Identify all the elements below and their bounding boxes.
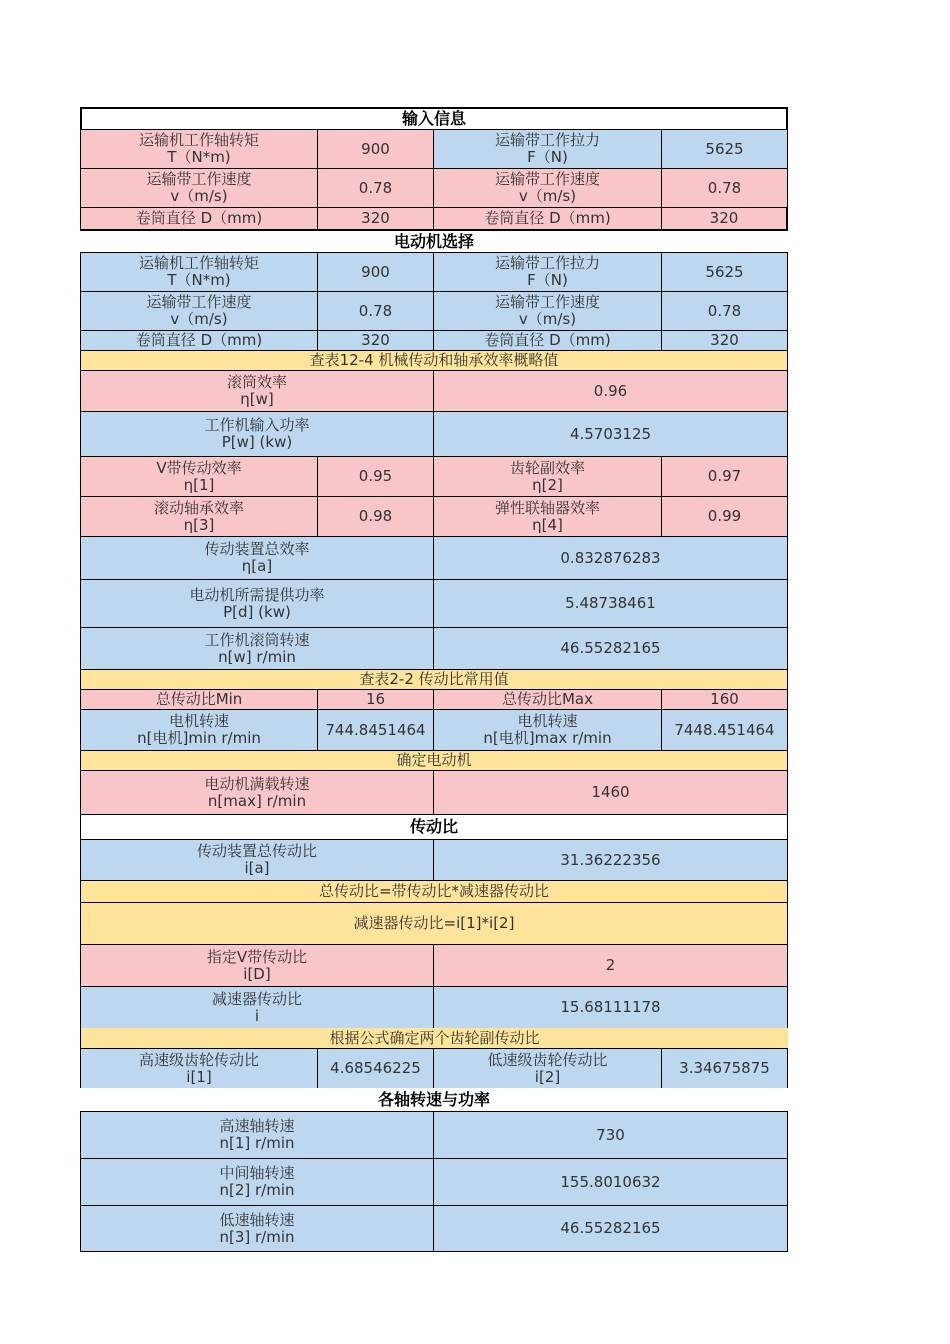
motor-torque-label[interactable]: 运输机工作轴转矩 T（N*m) [80,252,318,292]
full-load-speed-label[interactable]: 电动机满载转速 n[max] r/min [80,770,434,815]
vbelt-ratio-label[interactable]: 指定V带传动比 i[D] [80,944,434,987]
drum-speed-value[interactable]: 46.55282165 [433,627,788,670]
mid-shaft-speed-value[interactable]: 155.8010632 [433,1158,788,1206]
motor-force-label[interactable]: 运输带工作拉力 F（N) [433,252,662,292]
ratio-min-label[interactable]: 总传动比Min [80,689,318,710]
input-drum-label-2[interactable]: 卷筒直径 D（mm) [433,207,662,231]
gear-formula-title[interactable]: 根据公式确定两个齿轮副传动比 [80,1028,788,1049]
total-efficiency-label[interactable]: 传动装置总效率 η[a] [80,536,434,580]
coupling-efficiency-value[interactable]: 0.99 [661,496,788,537]
drum-efficiency-label[interactable]: 滚筒效率 η[w] [80,370,434,412]
motor-speed-value-2[interactable]: 0.78 [661,291,788,331]
work-power-value[interactable]: 4.5703125 [433,411,788,457]
ratio-max-value[interactable]: 160 [661,689,788,710]
input-speed-value[interactable]: 0.78 [317,168,434,208]
motor-drum-value[interactable]: 320 [317,330,434,351]
reducer-ratio-label[interactable]: 减速器传动比 i [80,986,434,1029]
input-torque-label[interactable]: 运输机工作轴转矩 T（N*m) [80,129,318,169]
motor-speed-max-label[interactable]: 电机转速 n[电机]max r/min [433,709,662,751]
motor-speed-label[interactable]: 运输带工作速度 v（m/s) [80,291,318,331]
formula-reducer-ratio[interactable]: 减速器传动比=i[1]*i[2] [80,902,788,945]
motor-drum-label[interactable]: 卷筒直径 D（mm) [80,330,318,351]
mid-shaft-speed-label[interactable]: 中间轴转速 n[2] r/min [80,1158,434,1206]
total-efficiency-value[interactable]: 0.832876283 [433,536,788,580]
input-speed-value-2[interactable]: 0.78 [661,168,788,208]
total-ratio-value[interactable]: 31.36222356 [433,839,788,881]
drum-efficiency-value[interactable]: 0.96 [433,370,788,412]
full-load-speed-value[interactable]: 1460 [433,770,788,815]
low-gear-ratio-value[interactable]: 3.34675875 [661,1048,788,1089]
bearing-efficiency-value[interactable]: 0.98 [317,496,434,537]
high-shaft-speed-label[interactable]: 高速轴转速 n[1] r/min [80,1111,434,1159]
input-speed-label[interactable]: 运输带工作速度 v（m/s) [80,168,318,208]
formula-total-ratio[interactable]: 总传动比=带传动比*减速器传动比 [80,880,788,903]
input-speed-label-2[interactable]: 运输带工作速度 v（m/s) [433,168,662,208]
confirm-motor-title[interactable]: 确定电动机 [80,750,788,771]
motor-speed-value[interactable]: 0.78 [317,291,434,331]
gear-efficiency-value[interactable]: 0.97 [661,456,788,497]
work-power-label[interactable]: 工作机输入功率 P[w] (kw) [80,411,434,457]
motor-drum-value-2[interactable]: 320 [661,330,788,351]
vbelt-efficiency-label[interactable]: V带传动效率 η[1] [80,456,318,497]
motor-power-value[interactable]: 5.48738461 [433,579,788,628]
motor-drum-label-2[interactable]: 卷筒直径 D（mm) [433,330,662,351]
vbelt-efficiency-value[interactable]: 0.95 [317,456,434,497]
input-force-value[interactable]: 5625 [661,129,788,169]
input-drum-label[interactable]: 卷筒直径 D（mm) [80,207,318,231]
efficiency-table-title[interactable]: 查表12-4 机械传动和轴承效率概略值 [80,350,788,371]
high-gear-ratio-value[interactable]: 4.68546225 [317,1048,434,1089]
motor-speed-min-value[interactable]: 744.8451464 [317,709,434,751]
motor-speed-min-label[interactable]: 电机转速 n[电机]min r/min [80,709,318,751]
bearing-efficiency-label[interactable]: 滚动轴承效率 η[3] [80,496,318,537]
high-gear-ratio-label[interactable]: 高速级齿轮传动比 i[1] [80,1048,318,1089]
high-shaft-speed-value[interactable]: 730 [433,1111,788,1159]
low-gear-ratio-label[interactable]: 低速级齿轮传动比 i[2] [433,1048,662,1089]
motor-force-value[interactable]: 5625 [661,252,788,292]
low-shaft-speed-value[interactable]: 46.55282165 [433,1205,788,1252]
motor-selection-title[interactable]: 电动机选择 [80,231,788,253]
ratio-min-value[interactable]: 16 [317,689,434,710]
vbelt-ratio-value[interactable]: 2 [433,944,788,987]
total-ratio-label[interactable]: 传动装置总传动比 i[a] [80,839,434,881]
shaft-section-title[interactable]: 各轴转速与功率 [80,1088,788,1112]
low-shaft-speed-label[interactable]: 低速轴转速 n[3] r/min [80,1205,434,1252]
drum-speed-label[interactable]: 工作机滚筒转速 n[w] r/min [80,627,434,670]
motor-torque-value[interactable]: 900 [317,252,434,292]
input-force-label[interactable]: 运输带工作拉力 F（N) [433,129,662,169]
motor-speed-label-2[interactable]: 运输带工作速度 v（m/s) [433,291,662,331]
input-torque-value[interactable]: 900 [317,129,434,169]
input-section [80,107,788,231]
input-drum-value[interactable]: 320 [317,207,434,231]
reducer-ratio-value[interactable]: 15.68111178 [433,986,788,1029]
ratio-table-title[interactable]: 查表2-2 传动比常用值 [80,669,788,690]
motor-speed-max-value[interactable]: 7448.451464 [661,709,788,751]
coupling-efficiency-label[interactable]: 弹性联轴器效率 η[4] [433,496,662,537]
ratio-section-title[interactable]: 传动比 [80,814,788,840]
motor-power-label[interactable]: 电动机所需提供功率 P[d] (kw) [80,579,434,628]
ratio-max-label[interactable]: 总传动比Max [433,689,662,710]
input-section-title[interactable]: 输入信息 [80,107,788,131]
gear-efficiency-label[interactable]: 齿轮副效率 η[2] [433,456,662,497]
input-drum-value-2[interactable]: 320 [661,207,788,231]
